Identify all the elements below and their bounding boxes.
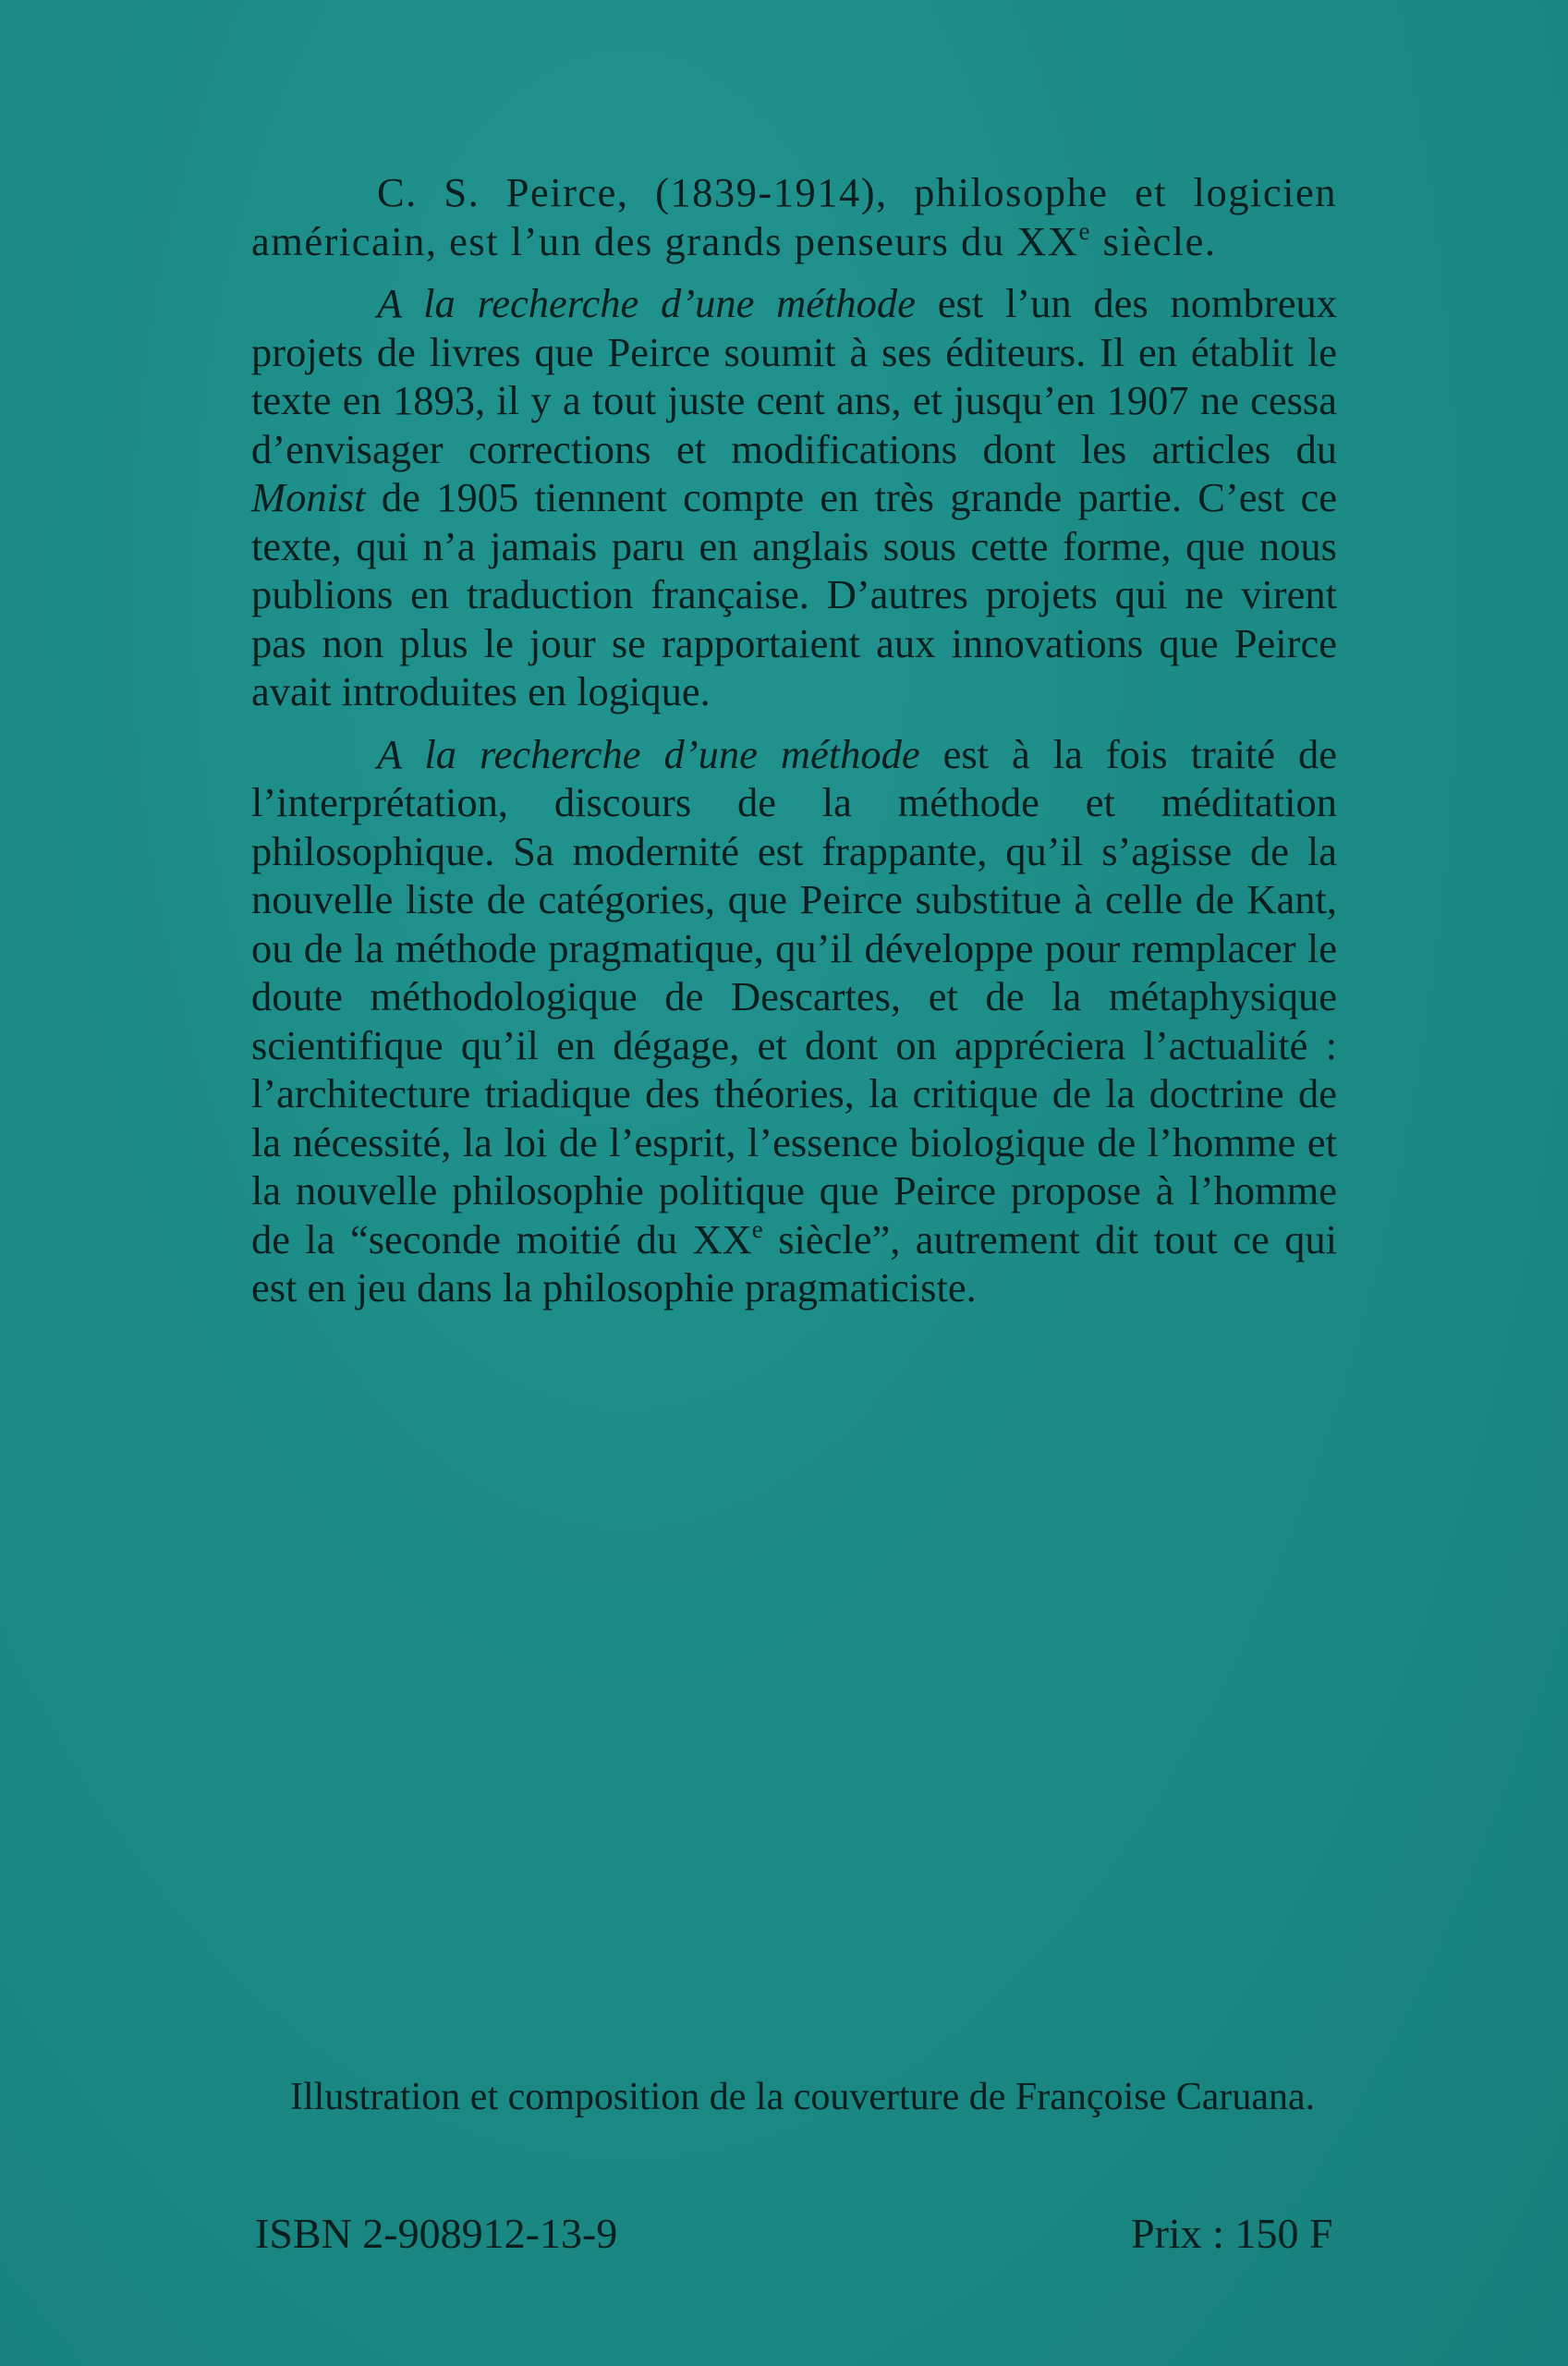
p3-book-title: A la recherche d’une méthode [377, 730, 920, 777]
p2-text-1: est l’un des nombreux projets de livres que Peirce soumit à ses éditeurs. Il en établit le texte en 1893, il y a tout juste cent ans, et jusqu’en 1907 ne cessa d’envisager corrections et modifications dont les articles du [251, 280, 1337, 472]
p3-text-1: est à la fois traité de l’interprétation, discours de la méthode et méditation philosophique. Sa modernité est frappante, qu’il s’agisse de la nouvelle liste de catégories, que Peirce substitue à celle de Kant, ou de la méthode pragmatique, qu’il développe pour remplacer le doute méthodologique de Descartes, et de la métaphysique scientifique qu’il en dégage, et dont on appréciera l’actualité : l’architecture triadique des théories, la critique de la doctrine de la nécessité, la loi de l’esprit, l’essence biologique de l’homme et la nouvelle philosophie politique que Peirce propose à l’homme de la “seconde moitié du XX [251, 730, 1337, 1262]
blurb-paragraph-1 [251, 168, 1337, 265]
price: Prix : 150 F [1131, 2210, 1333, 2257]
cover-credit: Illustration et composition de la couverture de Françoise Caruana. [290, 2076, 1316, 2118]
p1-text: C. S. Peirce, (1839-1914), philosophe et logicien américain, est l’un des grands penseurs du XX [251, 169, 1337, 264]
p2-text-2: de 1905 tiennent compte en très grande partie. C’est ce texte, qui n’a jamais paru en anglais sous cette forme, que nous publions en traduction française. D’autres projets qui ne virent pas non plus le jour se rapportaient aux innovations que Peirce avait introduites en logique. [251, 474, 1337, 714]
p1-tail: siècle. [1090, 217, 1217, 264]
blurb-paragraph-3 [251, 730, 1337, 1312]
blurb-text [251, 168, 1337, 1326]
p3-text-2: siècle”, autrement dit tout ce qui est en jeu dans la philosophie pragmaticiste. [251, 1215, 1337, 1311]
p2-journal-title: Monist [251, 474, 366, 520]
blurb-paragraph-2 [251, 279, 1337, 716]
isbn: ISBN 2-908912-13-9 [255, 2210, 618, 2257]
p2-book-title: A la recherche d’une méthode [377, 280, 916, 326]
p3-superscript: e [751, 1214, 763, 1243]
p1-superscript: e [1078, 216, 1091, 245]
